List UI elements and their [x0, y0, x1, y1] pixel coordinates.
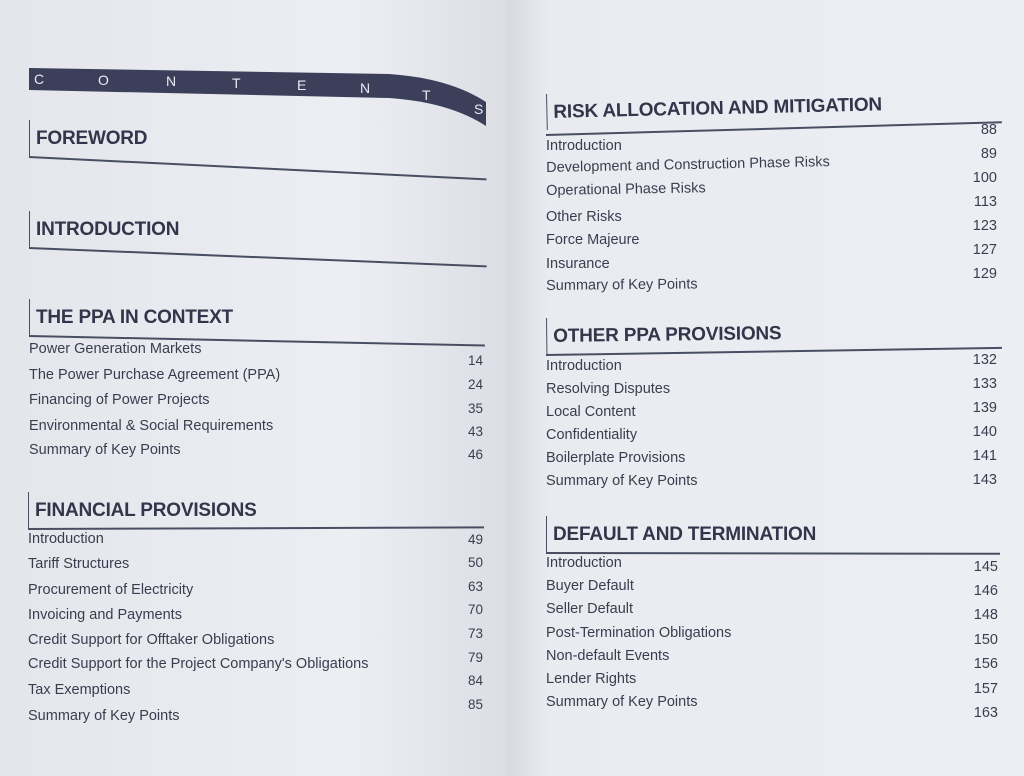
page-number: 113 [973, 194, 997, 210]
page-number: 141 [972, 448, 997, 464]
toc-entry[interactable]: Credit Support for the Project Company's Obligations [28, 656, 369, 672]
right-page [507, 0, 1024, 776]
toc-entry[interactable]: Buyer Default [546, 578, 634, 594]
section-rule [29, 156, 487, 180]
toc-entry[interactable]: Tax Exemptions [28, 682, 131, 698]
contents-heading [29, 68, 486, 117]
section-title: FOREWORD [29, 120, 147, 156]
page-number: 150 [973, 632, 998, 648]
risk-allocation-section [546, 94, 1006, 304]
toc-entry[interactable]: Seller Default [546, 601, 634, 617]
page-number: 163 [973, 705, 998, 721]
page-number: 43 [467, 424, 483, 439]
page-number: 89 [980, 146, 997, 162]
toc-entry[interactable]: Procurement of Electricity [28, 582, 194, 598]
other-provisions-section [546, 318, 1006, 498]
page-number: 129 [972, 266, 997, 282]
section-title: DEFAULT AND TERMINATION [546, 516, 1006, 552]
contents-banner [29, 68, 486, 117]
toc-entry[interactable]: Invoicing and Payments [28, 607, 182, 623]
contents-letter: T [232, 75, 241, 91]
contents-letter: S [474, 101, 484, 117]
toc-entry[interactable]: Financing of Power Projects [29, 392, 210, 408]
section-title: RISK ALLOCATION AND MITIGATION [546, 84, 1007, 130]
toc-entry[interactable]: Introduction [546, 358, 622, 374]
section-rule [546, 552, 1000, 554]
page-number: 146 [973, 583, 998, 599]
page-number: 85 [467, 697, 483, 712]
page-number: 127 [972, 242, 997, 258]
toc-entry[interactable]: The Power Purchase Agreement (PPA) [29, 367, 281, 383]
left-page [0, 0, 505, 776]
toc-entry[interactable]: Credit Support for Offtaker Obligations [28, 632, 275, 648]
toc-entry[interactable]: Summary of Key Points [546, 276, 698, 294]
section-rule [29, 247, 487, 267]
section-rule [28, 526, 484, 529]
toc-entry[interactable]: Introduction [28, 531, 104, 547]
toc-entry[interactable]: Summary of Key Points [546, 694, 698, 710]
contents-letter: N [166, 73, 177, 89]
toc-entry[interactable]: Non-default Events [546, 648, 670, 664]
page-number: 70 [467, 602, 483, 617]
toc-entry[interactable]: Operational Phase Risks [546, 180, 706, 199]
introduction-section [29, 211, 179, 247]
toc-entry[interactable]: Lender Rights [546, 671, 637, 687]
page-number: 73 [467, 626, 483, 641]
page-number: 145 [973, 559, 998, 575]
toc-entry[interactable]: Force Majeure [546, 232, 640, 248]
section-title: FINANCIAL PROVISIONS [28, 492, 488, 528]
page-number: 100 [972, 170, 997, 186]
page-number: 63 [467, 579, 483, 594]
toc-entry[interactable]: Resolving Disputes [546, 381, 671, 397]
toc-entry[interactable]: Power Generation Markets [29, 341, 202, 357]
contents-letter: C [34, 71, 45, 87]
page-number: 88 [980, 122, 997, 138]
toc-entry[interactable]: Introduction [546, 138, 622, 154]
toc-entry[interactable]: Post-Termination Obligations [546, 625, 732, 641]
contents-letter: T [422, 87, 431, 103]
toc-entry[interactable]: Development and Construction Phase Risks [546, 154, 830, 176]
page-number: 140 [972, 424, 997, 440]
page-number: 139 [972, 400, 997, 416]
page-number: 49 [467, 532, 483, 547]
foreword-section [29, 120, 147, 156]
toc-entry[interactable]: Confidentiality [546, 427, 638, 443]
contents-letter: N [360, 80, 371, 96]
page-number: 157 [973, 681, 998, 697]
toc-entry[interactable]: Summary of Key Points [29, 442, 181, 458]
ppa-context-section [29, 299, 489, 469]
default-termination-section [546, 516, 1006, 726]
section-title: THE PPA IN CONTEXT [29, 299, 489, 335]
contents-letter: O [98, 72, 109, 88]
toc-entry[interactable]: Summary of Key Points [28, 708, 180, 724]
toc-entry[interactable]: Environmental & Social Requirements [29, 418, 274, 434]
contents-letter: E [297, 77, 307, 93]
toc-entry[interactable]: Insurance [546, 256, 610, 272]
toc-entry[interactable]: Other Risks [546, 209, 622, 225]
toc-entry[interactable]: Local Content [546, 404, 636, 420]
page-number: 143 [972, 472, 997, 488]
page-number: 50 [467, 555, 483, 570]
page-number: 132 [972, 352, 997, 368]
page-number: 156 [973, 656, 998, 672]
page-number: 24 [467, 377, 483, 392]
page-number: 79 [467, 650, 483, 665]
section-title: OTHER PPA PROVISIONS [546, 312, 1006, 354]
page-number: 133 [972, 376, 997, 392]
toc-entry[interactable]: Summary of Key Points [546, 473, 698, 489]
financial-provisions-section [28, 492, 488, 732]
toc-entry[interactable]: Tariff Structures [28, 556, 130, 572]
toc-entry[interactable]: Boilerplate Provisions [546, 450, 686, 466]
page-number: 14 [467, 353, 483, 368]
section-title: INTRODUCTION [29, 211, 179, 247]
page-number: 84 [467, 673, 483, 688]
toc-entry[interactable]: Introduction [546, 555, 622, 571]
page-number: 35 [467, 401, 483, 416]
page-number: 46 [467, 447, 483, 462]
page-number: 148 [973, 607, 998, 623]
page-number: 123 [972, 218, 997, 234]
